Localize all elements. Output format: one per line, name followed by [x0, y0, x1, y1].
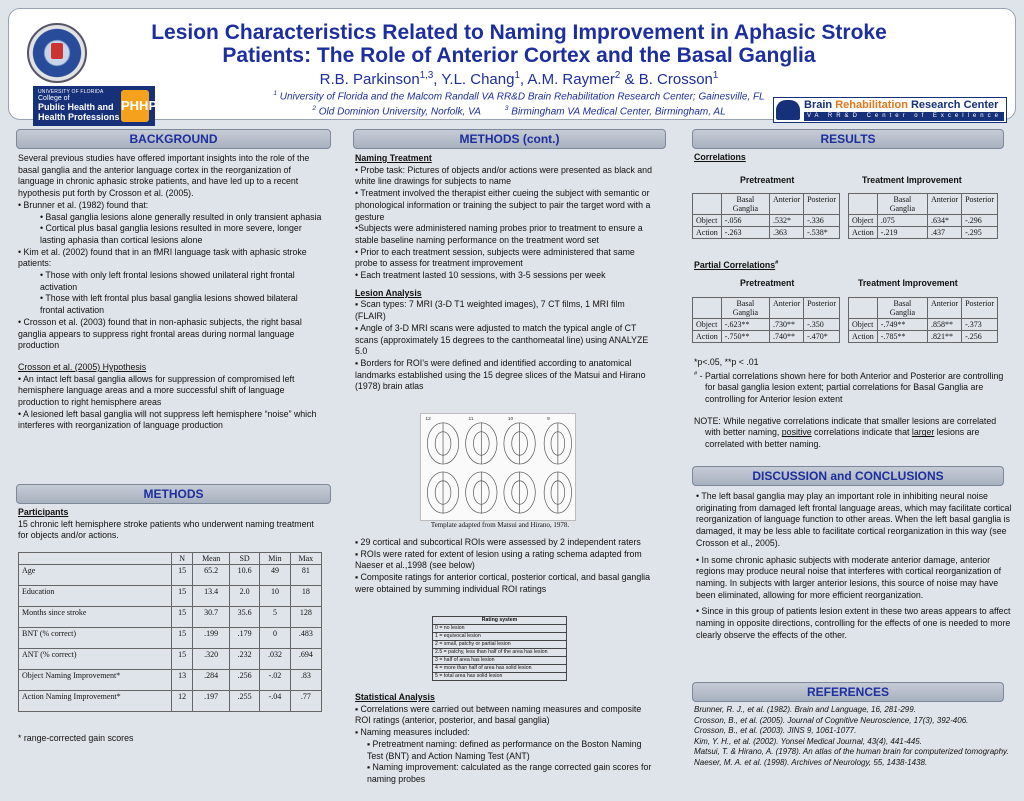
- results-notes: *p<.05, **p < .01 # - Partial correlations shown here for both Anterior and Posterior are controlling for basal ganglia lesion extent; partial correlations for Basal Ganglia are controlling for Anterior lesion extent NOTE: While negative correlations indicate that smaller lesions are correlated with better naming, positive correlations indicate that larger lesions are correlated with better naming.: [694, 357, 1004, 450]
- table-cell: .83: [290, 670, 321, 691]
- table-cell: -.373: [962, 319, 998, 331]
- table-cell: 0: [260, 628, 290, 649]
- table-cell: .179: [229, 628, 259, 649]
- improvement-label: Treatment Improvement: [862, 175, 962, 185]
- table-cell: -.336: [804, 215, 840, 227]
- table-cell: -.749**: [877, 319, 927, 331]
- slice-label: 12: [425, 416, 431, 422]
- table-row: [849, 331, 998, 343]
- table-header-cell: Basal Ganglia: [721, 298, 769, 319]
- correlations-pretreatment-table: [692, 193, 840, 239]
- table-cell: -.350: [804, 319, 840, 331]
- table-row: [693, 319, 840, 331]
- table-row: [693, 227, 840, 239]
- table-cell: .232: [229, 649, 259, 670]
- table-cell: Object: [849, 319, 878, 331]
- reference-item: Crosson, B., et al. (2003). JINS 9, 1061-1077.: [694, 726, 857, 735]
- slice-label: 10: [507, 416, 514, 422]
- partial-pretreatment-label: Pretreatment: [740, 278, 795, 288]
- table-cell: 15: [171, 628, 193, 649]
- table-footnote: * range-corrected gain scores: [18, 733, 134, 743]
- rating-row: 1 = equivocal lesion: [433, 633, 567, 641]
- table-cell: .740**: [770, 331, 804, 343]
- table-row: [693, 215, 840, 227]
- reference-item: Matsui, T. & Hirano, A. (1978). An atlas of the human brain for computerized tomography.: [694, 747, 1009, 756]
- rating-row: 3 = half of area has lesion: [433, 657, 567, 665]
- table-cell: .284: [193, 670, 229, 691]
- rating-row: 2.5 = patchy, less than half of the area has lesion: [433, 649, 567, 657]
- table-cell: .256: [229, 670, 259, 691]
- table-cell: .255: [229, 691, 259, 712]
- methods-cont-panel: Naming Treatment • Probe task: Pictures of objects and/or actions were presented as black and white line drawings for subjects to name • Treatment involved the therapist either cueing the subject with semantic or phonological information or training the subject to pair the target word with a gesture •Subjects were administered naming probes prior to treatment to ensure a stable baseline naming performance on the treatment word set • Prior to each treatment session, subjects were administered that same probe to assess for treatment improvement • Each treatment lasted 10 sessions, with 3-5 sessions per week Lesion Analysis ▪ Scan types: 7 MRI (3-D T1 weighted images), 7 CT films, 1 MRI film (FLAIR) ▪ Angle of 3-D MRI scans were adjusted to match the typical angle of CT scans (approximately 15 degrees to the canthomeatal line) using ANALYZE 5.0 ▪ Borders for ROI’s were defined and identified according to anatomical landmarks established using the 15 degree slices of the Matsui and Hirano (1978) brain atlas: [355, 153, 652, 392]
- table-cell: Action: [693, 331, 722, 343]
- table-header-cell: Min: [260, 553, 290, 565]
- table-cell: Action Naming Improvement*: [19, 691, 172, 712]
- table-cell: .197: [193, 691, 229, 712]
- table-row: [19, 670, 322, 691]
- table-cell: .320: [193, 649, 229, 670]
- table-header-cell: [849, 194, 878, 215]
- table-header-cell: Anterior: [770, 298, 804, 319]
- table-cell: 15: [171, 565, 193, 586]
- table-cell: -.623**: [721, 319, 769, 331]
- methods-cont-heading: METHODS (cont.): [353, 129, 666, 149]
- table-cell: .730**: [770, 319, 804, 331]
- rating-table-title: Rating system: [433, 617, 567, 625]
- table-cell: Action: [693, 227, 722, 239]
- table-cell: Object: [693, 319, 722, 331]
- table-cell: .363: [770, 227, 804, 239]
- partial-correlations-improvement-table: [848, 297, 998, 343]
- table-header-cell: [693, 194, 722, 215]
- table-header-cell: N: [171, 553, 193, 565]
- table-cell: .483: [290, 628, 321, 649]
- table-row: [19, 691, 322, 712]
- slice-label: 11: [468, 416, 474, 422]
- table-cell: 35.6: [229, 607, 259, 628]
- rating-system-table: [432, 616, 567, 681]
- table-cell: .694: [290, 649, 321, 670]
- table-row: [693, 331, 840, 343]
- table-row: [19, 649, 322, 670]
- reference-item: Crosson, B., et al. (2005). Journal of Cognitive Neuroscience, 17(3), 392-406.: [694, 715, 969, 725]
- discussion-panel: • The left basal ganglia may play an important role in inhibiting neural noise originating from damaged left frontal language areas, which may facilitate cortical reorganization of language function to other areas. When the left basal ganglia is damaged, it may be less able to facilitate cortical reorganization in this way (see Crosson et al., 2005). • In some chronic aphasic subjects with moderate anterior damage, anterior regions may produce neural noise that interferes with cortical reorganization of naming. In subjects with larger anterior lesions, this source of noise may have been eliminated, allowing for more efficient reorganization. • Since in this group of patients lesion extent in these two areas appears to affect naming in opposite directions, controlling for the effects of one is needed to more clearly observe the effects of the other.: [696, 491, 1012, 640]
- table-cell: 13: [171, 670, 193, 691]
- table-cell: Action: [849, 227, 878, 239]
- table-row: [19, 628, 322, 649]
- rating-row: 4 = more than half of area has solid lesion: [433, 665, 567, 673]
- va-seal-logo: [27, 23, 87, 83]
- partial-correlations-title: Partial Correlations#: [694, 259, 779, 270]
- table-row: [19, 607, 322, 628]
- hypothesis-title: Crosson et al. (2005) Hypothesis: [18, 361, 147, 372]
- table-cell: .821**: [928, 331, 962, 343]
- table-header-row: [693, 298, 840, 319]
- brain-rehab-center-logo: Brain Rehabilitation Research Center VA RR&D Center of Excellence: [773, 97, 1007, 123]
- rating-row: 5 = total area has solid lesion: [433, 673, 567, 681]
- table-cell: 15: [171, 649, 193, 670]
- partial-correlations-pretreatment-table: [692, 297, 840, 343]
- rating-row: 2 = small, patchy or partial lesion: [433, 641, 567, 649]
- table-cell: -.219: [877, 227, 927, 239]
- table-cell: 15: [171, 607, 193, 628]
- table-cell: Months since stroke: [19, 607, 172, 628]
- table-cell: 30.7: [193, 607, 229, 628]
- background-panel: Several previous studies have offered important insights into the role of the basal ganglia and the anterior language cortex in the reorganization of language in chronic aphasic stroke patients, and have led up to a recent hypothesis put forth by Crosson et al. (2005). • Brunner et al. (1982) found that: • Basal ganglia lesions alone generally resulted in only transient aphasia • Cortical plus basal ganglia lesions resulted in more severe, longer lasting aphasia than cortical lesions alone • Kim et al. (2002) found that in an fMRI language task with aphasic stroke patients: • Those with only left frontal lesions showed unilateral right frontal activation • Those with left frontal plus basal ganglia lesions showed bilateral frontal activation • Crosson et al. (2003) found that in non-aphasic subjects, the right basal ganglia appears to suppress right frontal areas during normal language production Crosson et al. (2005) Hypothesis • An intact left basal ganglia allows for suppression of compromised left hemisphere language areas and a more successful shift of language production to right hemisphere areas • A lesioned left basal ganglia will not suppress left hemisphere “noise” which interferes with reorganization of language production: [18, 153, 322, 431]
- table-row: [849, 319, 998, 331]
- table-cell: BNT (% correct): [19, 628, 172, 649]
- table-cell: 2.0: [229, 586, 259, 607]
- table-cell: 10: [260, 586, 290, 607]
- references-heading: REFERENCES: [692, 682, 1004, 702]
- table-header-cell: Posterior: [804, 298, 840, 319]
- table-header-cell: [19, 553, 172, 565]
- table-header-cell: Basal Ganglia: [877, 194, 927, 215]
- correlations-improvement-table: [848, 193, 998, 239]
- table-cell: 128: [290, 607, 321, 628]
- table-cell: -.470*: [804, 331, 840, 343]
- table-cell: Object: [849, 215, 878, 227]
- table-cell: ANT (% correct): [19, 649, 172, 670]
- phhp-badge: PHHP: [121, 90, 149, 122]
- table-cell: .77: [290, 691, 321, 712]
- table-header-cell: Posterior: [962, 194, 998, 215]
- table-header-cell: Basal Ganglia: [721, 194, 769, 215]
- methods-panel: Participants 15 chronic left hemisphere stroke patients who underwent naming treatment for objects and/or actions.: [18, 507, 314, 541]
- table-cell: Education: [19, 586, 172, 607]
- figure-caption: Template adapted from Matsui and Hirano, 1978.: [430, 521, 570, 529]
- table-cell: Object: [693, 215, 722, 227]
- table-cell: -.02: [260, 670, 290, 691]
- author-list: R.B. Parkinson$^{1,3}$, Y.L. Chang$^1$, A.M. Raymer$^2$ & B. Crosson$^1$: [319, 70, 719, 88]
- background-heading: BACKGROUND: [16, 129, 331, 149]
- participant-demographics-table: [18, 552, 322, 712]
- table-cell: Action: [849, 331, 878, 343]
- table-header-cell: Mean: [193, 553, 229, 565]
- table-header-cell: Basal Ganglia: [877, 298, 927, 319]
- roi-rating-text: ▪ 29 cortical and subcortical ROIs were assessed by 2 independent raters ▪ ROIs were rated for extent of lesion using a rating schema adapted from Naeser et al.,1998 (see below) ▪ Composite ratings for anterior cortical, posterior cortical, and basal ganglia were obtained by summing individual ROI ratings: [355, 537, 651, 594]
- table-cell: -.04: [260, 691, 290, 712]
- table-cell: 49: [260, 565, 290, 586]
- rating-row: 0 = no lesion: [433, 625, 567, 633]
- table-row: [849, 227, 998, 239]
- table-header-row: [19, 553, 322, 565]
- affiliations: $^1$ University of Florida and the Malcom Randall VA RR&D Brain Rehabilitation Research Center; Gainesville, FL $^2$ Old Dominion University, Norfolk, VA $^3$ Birmingham VA Medical Center, Birmingham, AL: [273, 90, 765, 118]
- brain-icon: [776, 100, 800, 120]
- table-header-cell: Anterior: [770, 194, 804, 215]
- table-cell: -.295: [962, 227, 998, 239]
- reference-item: Brunner, R. J., et al. (1982). Brain and Language, 16, 281-299.: [694, 705, 916, 714]
- table-cell: 18: [290, 586, 321, 607]
- uf-phhp-logo: UNIVERSITY OF FLORIDA College of Public Health and Health Professions PHHP: [33, 86, 155, 126]
- table-cell: .437: [928, 227, 962, 239]
- table-header-row: [693, 194, 840, 215]
- table-cell: 10.6: [229, 565, 259, 586]
- table-header-cell: [693, 298, 722, 319]
- methods-heading: METHODS: [16, 484, 331, 504]
- table-cell: Object Naming Improvement*: [19, 670, 172, 691]
- table-header-cell: Anterior: [928, 194, 962, 215]
- table-header-cell: [849, 298, 878, 319]
- references-list: [694, 705, 1014, 768]
- table-cell: 13.4: [193, 586, 229, 607]
- reference-item: Naeser, M. A. et al. (1998). Archives of Neurology, 55, 1438-1438.: [694, 757, 928, 767]
- pretreatment-label: Pretreatment: [740, 175, 795, 185]
- poster-title: Lesion Characteristics Related to Naming Improvement in Aphasic Stroke Patients: The Role of Anterior Cortex and the Basal Ganglia: [151, 21, 887, 67]
- table-cell: 5: [260, 607, 290, 628]
- slice-label: 9: [547, 416, 550, 422]
- reference-item: Kim, Y. H., et al. (2002). Yonsei Medical Journal, 43(4), 441-445.: [694, 736, 922, 746]
- table-cell: .858**: [928, 319, 962, 331]
- table-header-row: [849, 194, 998, 215]
- table-cell: 12: [171, 691, 193, 712]
- table-cell: 65.2: [193, 565, 229, 586]
- table-header-cell: Posterior: [962, 298, 998, 319]
- table-row: [19, 586, 322, 607]
- table-cell: -.296: [962, 215, 998, 227]
- table-cell: 81: [290, 565, 321, 586]
- table-cell: -.750**: [721, 331, 769, 343]
- partial-improvement-label: Treatment Improvement: [858, 278, 958, 288]
- table-header-cell: Posterior: [804, 194, 840, 215]
- table-cell: .032: [260, 649, 290, 670]
- table-cell: 15: [171, 586, 193, 607]
- table-header-cell: Max: [290, 553, 321, 565]
- table-cell: .075: [877, 215, 927, 227]
- poster-header: [8, 8, 1016, 120]
- brain-atlas-template-figure: [420, 413, 576, 521]
- table-header-cell: Anterior: [928, 298, 962, 319]
- table-row: [19, 565, 322, 586]
- table-cell: .532*: [770, 215, 804, 227]
- table-cell: Age: [19, 565, 172, 586]
- table-cell: -.538*: [804, 227, 840, 239]
- table-cell: -.263: [721, 227, 769, 239]
- table-cell: -.256: [962, 331, 998, 343]
- table-cell: -.785**: [877, 331, 927, 343]
- statistical-analysis-text: Statistical Analysis ▪ Correlations were carried out between naming measures and composite ROI ratings (anterior, posterior, and basal ganglia) ▪ Naming measures included: ▪ Pretreatment naming: defined as performance on the Boston Naming Test (BNT) and Action Naming Test (ANT) ▪ Naming improvement: calculated as the range corrected gain scores for naming probes: [355, 692, 652, 784]
- table-cell: -.056: [721, 215, 769, 227]
- table-row: [849, 215, 998, 227]
- results-heading: RESULTS: [692, 129, 1004, 149]
- table-cell: .634*: [928, 215, 962, 227]
- table-cell: .199: [193, 628, 229, 649]
- table-header-row: [849, 298, 998, 319]
- discussion-heading: DISCUSSION and CONCLUSIONS: [692, 466, 1004, 486]
- table-header-cell: SD: [229, 553, 259, 565]
- correlations-title: Correlations: [694, 152, 746, 162]
